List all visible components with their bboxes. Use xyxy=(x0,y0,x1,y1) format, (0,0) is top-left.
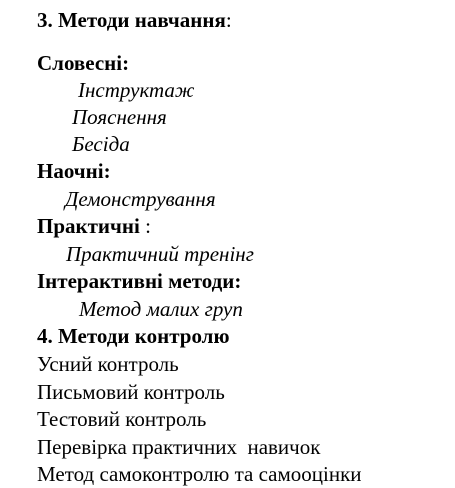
verbal-method-item: Бесіда xyxy=(72,132,130,156)
section-3-heading: 3. Методи навчання xyxy=(37,8,226,32)
control-method-item: Усний контроль xyxy=(37,352,179,376)
section-4-heading: 4. Методи контролю xyxy=(37,324,230,348)
visual-method-item: Демонстрування xyxy=(65,187,216,211)
section-3-heading-colon: : xyxy=(225,8,232,32)
verbal-methods-label: Словесні: xyxy=(37,51,130,75)
control-method-item: Метод самоконтролю та самооцінки xyxy=(37,462,362,486)
control-method-item: Письмовий контроль xyxy=(37,380,225,404)
practical-methods-label-line xyxy=(37,216,151,237)
interactive-methods-label: Інтерактивні методи: xyxy=(37,269,242,293)
visual-methods-label: Наочні: xyxy=(37,159,111,183)
verbal-method-item: Пояснення xyxy=(72,105,167,129)
interactive-method-item: Метод малих груп xyxy=(79,297,243,321)
practical-methods-label-colon: : xyxy=(139,214,151,238)
control-method-item: Перевірка практичних навичок xyxy=(37,435,321,459)
practical-methods-label: Практичні xyxy=(37,214,140,238)
practical-method-item: Практичний тренінг xyxy=(66,242,254,266)
control-method-item: Тестовий контроль xyxy=(37,407,207,431)
section-3-heading-line xyxy=(37,10,232,31)
verbal-method-item: Інструктаж xyxy=(78,78,195,102)
